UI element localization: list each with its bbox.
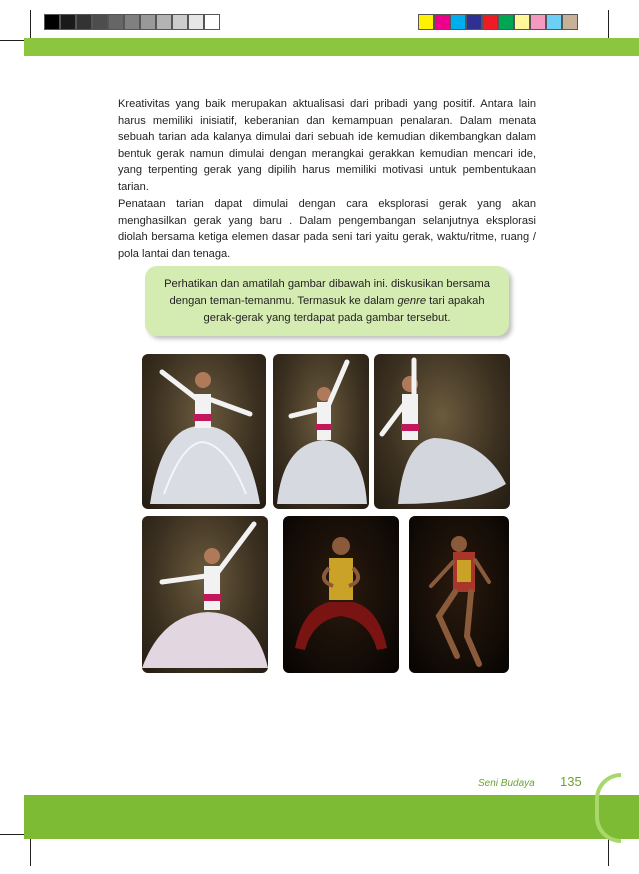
color-swatch xyxy=(546,14,562,30)
instruction-callout xyxy=(145,266,509,336)
crop-mark xyxy=(608,836,609,866)
dance-photo-3 xyxy=(374,354,510,509)
body-paragraph-1: Kreativitas yang baik merupakan aktualisasi dari pribadi yang positif. Antara lain harus memiliki inisiatif, keberanian dan kemampuan penalaran. Dalam menata sebuah tarian ada kalanya dimulai dari sebuah ide kemudian dikembangkan dalam bentuk gerak namun dimulai dengan merangkai gerakkan kemudian mencari ide, yang terpenting gerak yang dipilih harus memiliki motivasi untuk pembentukaan tarian. xyxy=(118,98,536,193)
crop-mark xyxy=(30,10,31,40)
grey-swatch xyxy=(156,14,172,30)
dance-photo-2 xyxy=(273,354,369,509)
grey-swatch xyxy=(108,14,124,30)
callout-emphasis: genre xyxy=(397,295,427,307)
dance-photo-5 xyxy=(283,516,399,673)
color-swatch xyxy=(418,14,434,30)
body-paragraph-2: Penataan tarian dapat dimulai dengan cara eksplorasi gerak yang akan menghasilkan gerak yang baru . Dalam pengembangan selanjutnya eksplorasi diolah bersama ketiga elemen dasar pada seni tari yaitu gerak, waktu/ritme, ruang / pola lantai dan tenaga. xyxy=(118,198,536,260)
crop-mark xyxy=(30,836,31,866)
color-swatch xyxy=(482,14,498,30)
callout-text-start: Perhatikan dan amatilah gambar dibawah ini. diskusikan bersama dengan teman-temanmu. Termasuk ke dalam xyxy=(164,278,490,307)
color-swatch xyxy=(450,14,466,30)
grey-swatch xyxy=(140,14,156,30)
header-band xyxy=(24,38,639,56)
footer-band xyxy=(24,795,639,839)
color-swatch xyxy=(466,14,482,30)
grey-swatch xyxy=(60,14,76,30)
dance-photo-6 xyxy=(409,516,509,673)
page-number: 135 xyxy=(560,774,582,789)
grey-scale-bar xyxy=(44,14,220,30)
dance-photo-1 xyxy=(142,354,266,509)
grey-swatch xyxy=(188,14,204,30)
grey-swatch xyxy=(124,14,140,30)
crop-mark xyxy=(608,10,609,40)
dance-photo-4 xyxy=(142,516,268,673)
color-swatch xyxy=(530,14,546,30)
color-swatch xyxy=(514,14,530,30)
grey-swatch xyxy=(172,14,188,30)
grey-swatch xyxy=(204,14,220,30)
color-swatch xyxy=(498,14,514,30)
grey-swatch xyxy=(76,14,92,30)
color-swatch xyxy=(434,14,450,30)
book-title: Seni Budaya xyxy=(478,778,535,789)
color-swatch xyxy=(562,14,578,30)
grey-swatch xyxy=(44,14,60,30)
color-registration-bar xyxy=(418,14,578,30)
callout-text-end: tari apakah gerak-gerak yang terdapat pada gambar tersebut. xyxy=(203,295,485,324)
decorative-curl xyxy=(595,773,621,843)
grey-swatch xyxy=(92,14,108,30)
